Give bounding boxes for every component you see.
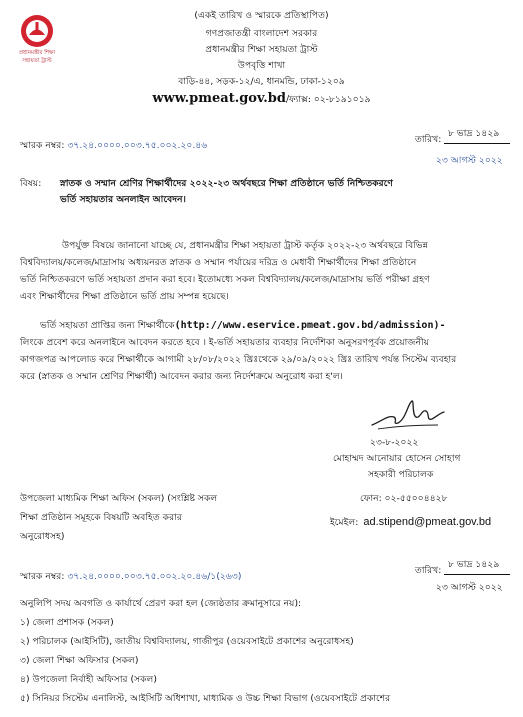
date2-bangla: ৮ ভাদ্র ১৪২৯ — [448, 559, 500, 570]
memo-number-line — [20, 140, 207, 152]
copy-item-4: ৪) উপজেলা নির্বাহী অফিসার (সকল) — [20, 674, 157, 685]
copy-item-1: ১) জেলা প্রশাসক (সকল) — [20, 617, 114, 628]
date-english: ২৩ আগস্ট ২০২২ — [436, 155, 503, 166]
signatory-designation: সহকারী পরিচালক — [368, 469, 434, 480]
govt-name: গণপ্রজাতন্ত্রী বাংলাদেশ সরকার — [205, 28, 318, 39]
memo2-number-line — [20, 571, 241, 583]
date-label: তারিখ: — [415, 134, 442, 145]
subject-label: বিষয়: — [20, 178, 42, 189]
subject-line-1: স্নাতক ও সম্মান শ্রেণির শিক্ষার্থীদের ২০২২-২৩ অর্থবছরে শিক্ষা প্রতিষ্ঠানে ভর্তি নিশ্চিতকরণে — [60, 178, 393, 189]
recipient-line-1: উপজেলা মাধ্যমিক শিক্ষা অফিস (সকল) (সংশ্লিষ্ট সকল — [20, 493, 218, 504]
section-name: উপবৃত্তি শাখা — [237, 60, 286, 71]
memo-label: স্মারক নম্বর: — [20, 140, 65, 151]
fax: /ফ্যাক্স: ০২-৮১৯১০১৯ — [285, 94, 371, 105]
copy-item-5: ৫) সিনিয়র সিস্টেম এনালিস্ট, আইসিটি অধিশাখা, মাধ্যমিক ও উচ্চ শিক্ষা বিভাগ (ওয়েবসাইটে প্রকাশের — [20, 693, 391, 704]
para1-line-4: এবং শিক্ষার্থীদের শিক্ষা প্রতিষ্ঠানে ভর্তি প্রায় সম্পন্ন হয়েছে। — [20, 291, 229, 302]
para2-line-3: কাগজপত্র আপলোড করে শিক্ষার্থীকে আগামী ২৮/০৮/২০২২ খ্রিঃথেকে ২৯/০৯/২০২২ খ্রিঃ তারিখ পর্যন্ত সিস্টেম ব্যবহার — [20, 354, 457, 365]
para2-intro: ভর্তি সহায়তা প্রাপ্তির জন্য শিক্ষার্থীকে — [40, 320, 175, 331]
para1-line-2: বিশ্ববিদ্যালয়/কলেজ/মাদ্রাসায় অধ্যয়নরত স্নাতক ও সম্মান পর্যায়ের দরিদ্র ও মেধাবী শিক্ষার্থীদের শিক্ষা প্রতিষ্ঠানে — [20, 257, 417, 268]
subject-line-2: ভর্তি সহায়তার অনলাইন আবেদন। — [60, 194, 186, 205]
copy-intro: অনুলিপি সদয় অবগতি ও কার্যার্থে প্রেরণ করা হল (জ্যেষ্ঠতার ক্রমানুসারে নয়): — [20, 598, 302, 609]
para1-line-1: উপর্যুক্ত বিষয়ে জানানো যাচ্ছে যে, প্রধানমন্ত্রীর শিক্ষা সহায়তা ট্রাস্ট কর্তৃক ২০২২-২৩ অর্থবছরে বিভিন্ন — [62, 240, 428, 251]
admission-link[interactable]: (http://www.eservice.pmeat.gov.bd/admission)- — [174, 320, 446, 331]
copy-item-3: ৩) জেলা শিক্ষা অফিসার (সকল) — [20, 655, 139, 666]
signatory-phone: ফোন: ০২-৫৫০০৪৪২৮ — [360, 493, 448, 504]
para1-line-3: ভর্তি নিশ্চিতকরণে ভর্তি সহায়তা প্রদান করা হবে। ইতোমধ্যে সকল বিশ্ববিদ্যালয়/কলেজ/মাদ্রাসায় ভর্তি পরীক্ষা গ্রহণ — [20, 274, 430, 285]
date2-label: তারিখ: — [415, 565, 442, 576]
signatory-name: মোহাম্মদ আনোয়ার হোসেন সোহাগ — [333, 453, 461, 464]
date2-divider — [444, 574, 510, 575]
signatory-email-line — [330, 510, 491, 529]
para2-line-4: করে (স্নাতক ও সম্মান শ্রেণির শিক্ষার্থী) আবেদন করার জন্য নির্দেশক্রমে অনুরোধ করা হ'ল। — [20, 371, 343, 382]
signature-image — [368, 395, 448, 431]
copy-item-2: ২) পরিচালক (আইসিটি), জাতীয় বিশ্ববিদ্যালয়, গাজীপুর (ওয়েবসাইটে প্রকাশের অনুরোধসহ) — [20, 636, 354, 647]
address: বাড়ি-৪৪, সড়ক-১২/এ, ধানমন্ডি, ঢাকা-১২০৯ — [178, 76, 345, 87]
recipient-line-2: শিক্ষা প্রতিষ্ঠান সমূহকে বিষয়টি অবহিত করার — [20, 512, 182, 523]
email-address[interactable]: ad.stipend@pmeat.gov.bd — [363, 516, 492, 528]
replacement-notice: (একই তারিখ ও স্মারকে প্রতিস্থাপিত) — [194, 10, 329, 21]
email-label: ইমেইল: — [330, 517, 359, 528]
website: www.pmeat.gov.bd — [152, 91, 286, 106]
date2-english: ২৩ আগস্ট ২০২২ — [436, 582, 503, 593]
memo2-number: ৩৭.২৪.০০০০.০০৩.৭৫.০০২.২০.৪৬/১(২৬৩) — [67, 571, 242, 582]
logo-caption: প্রধানমন্ত্রীর শিক্ষা সহায়তা ট্রাস্ট — [18, 50, 56, 64]
date-divider — [444, 143, 510, 144]
memo2-label: স্মারক নম্বর: — [20, 571, 65, 582]
date-bangla: ৮ ভাদ্র ১৪২৯ — [448, 128, 500, 139]
memo-number: ৩৭.২৪.০০০০.০০৩.৭৫.০০২.২০.৪৬ — [67, 140, 208, 151]
website-line — [0, 91, 523, 106]
para2-line-2: লিংকে প্রবেশ করে অনলাইনে আবেদন করতে হবে । ই-ভর্তি সহায়তার ব্যবহার নির্দেশিকা অনুসরণপূর্বক প্রয়োজনীয় — [20, 337, 430, 348]
signature-date: ২৩-৮-২০২২ — [370, 437, 419, 448]
trust-name: প্রধানমন্ত্রীর শিক্ষা সহায়তা ট্রাস্ট — [205, 44, 318, 55]
para2-line-1 — [40, 318, 446, 335]
recipient-line-3: অনুরোধসহ) — [20, 531, 65, 542]
